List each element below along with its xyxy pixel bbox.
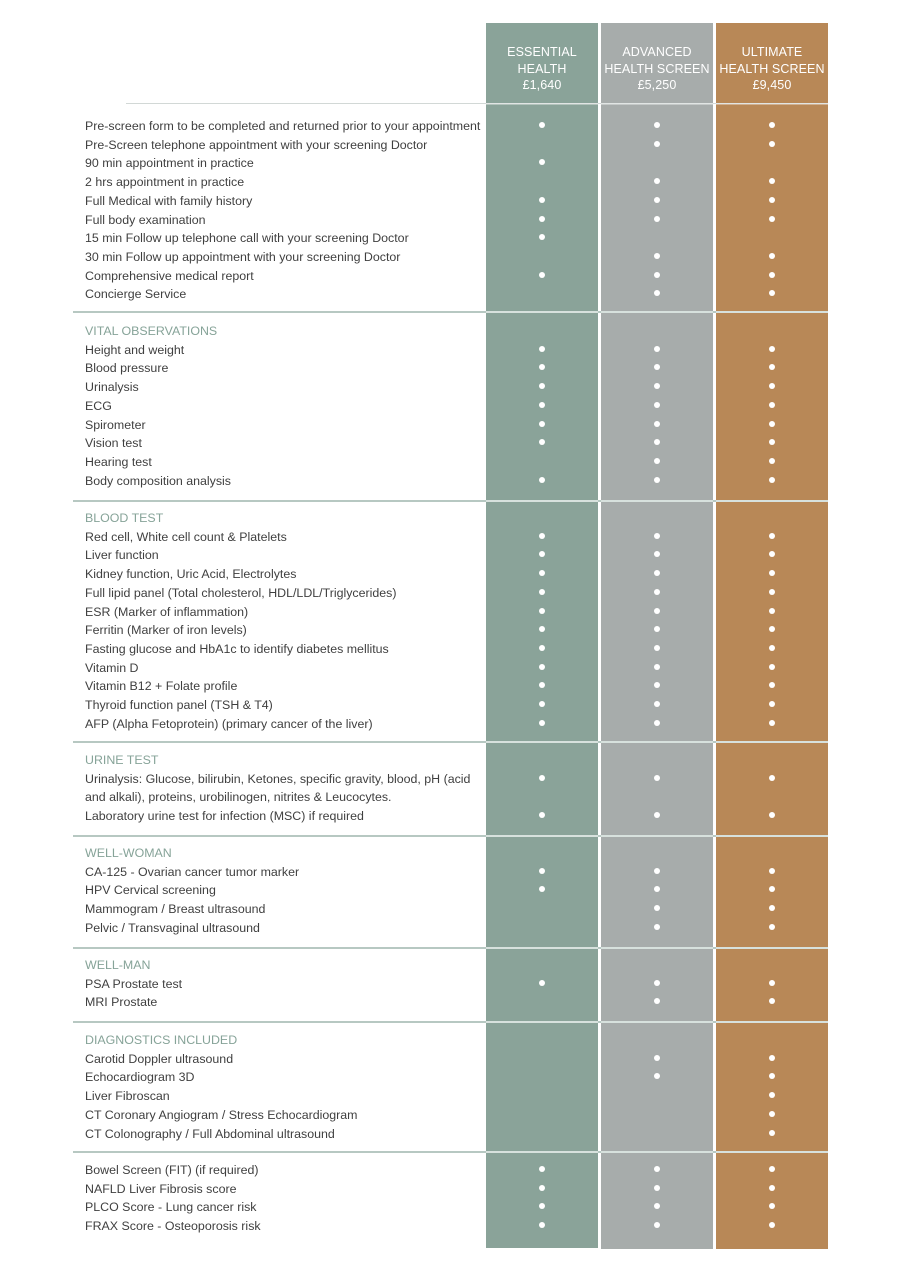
package-column-ultimate <box>716 23 828 1249</box>
feature-label: Urinalysis <box>85 380 139 395</box>
section-divider <box>73 1151 828 1153</box>
section-divider-column <box>716 1021 828 1023</box>
section-divider-column <box>486 500 598 502</box>
included-dot-icon <box>654 197 660 203</box>
section-divider-column <box>716 1151 828 1153</box>
package-price: £5,250 <box>637 78 677 92</box>
section-divider <box>73 947 828 949</box>
included-dot-icon <box>654 216 660 222</box>
package-column-advanced <box>601 23 713 1249</box>
included-dot-icon <box>769 253 775 259</box>
included-dot-icon <box>654 1166 660 1172</box>
section-divider <box>73 835 828 837</box>
feature-label: Hearing test <box>85 454 152 469</box>
section-title: WELL-WOMAN <box>85 846 172 860</box>
included-dot-icon <box>769 775 775 781</box>
included-dot-icon <box>769 141 775 147</box>
section-divider-column <box>486 835 598 837</box>
package-name-line2: HEALTH <box>517 61 567 76</box>
feature-label: PSA Prostate test <box>85 976 183 991</box>
section-divider-column <box>601 311 713 313</box>
included-dot-icon <box>769 421 775 427</box>
included-dot-icon <box>539 122 545 128</box>
included-dot-icon <box>654 272 660 278</box>
included-dot-icon <box>769 272 775 278</box>
included-dot-icon <box>654 141 660 147</box>
included-dot-icon <box>539 980 545 986</box>
included-dot-icon <box>654 589 660 595</box>
included-dot-icon <box>654 477 660 483</box>
included-dot-icon <box>769 980 775 986</box>
section-divider <box>73 1021 828 1023</box>
included-dot-icon <box>654 346 660 352</box>
included-dot-icon <box>539 477 545 483</box>
feature-label: Vitamin B12 + Folate profile <box>85 679 238 694</box>
included-dot-icon <box>539 868 545 874</box>
feature-label: FRAX Score - Osteoporosis risk <box>85 1219 261 1234</box>
included-dot-icon <box>539 1185 545 1191</box>
included-dot-icon <box>769 346 775 352</box>
section-divider-column <box>486 311 598 313</box>
feature-label: Urinalysis: Glucose, bilirubin, Ketones, specific gravity, blood, pH (acid <box>85 771 471 786</box>
included-dot-icon <box>539 402 545 408</box>
feature-label: Full lipid panel (Total cholesterol, HDL/LDL/Triglycerides) <box>85 585 397 600</box>
included-dot-icon <box>654 664 660 670</box>
included-dot-icon <box>769 216 775 222</box>
section-divider <box>73 500 828 502</box>
section-divider <box>73 741 828 743</box>
package-name-line1: ULTIMATE <box>741 45 803 59</box>
section-divider-column <box>601 835 713 837</box>
included-dot-icon <box>654 701 660 707</box>
included-dot-icon <box>769 533 775 539</box>
feature-label: Spirometer <box>85 417 146 432</box>
feature-label: Body composition analysis <box>85 473 232 488</box>
included-dot-icon <box>769 868 775 874</box>
section-divider-column <box>486 1151 598 1153</box>
feature-label: CT Colonography / Full Abdominal ultrasound <box>85 1126 335 1141</box>
included-dot-icon <box>654 421 660 427</box>
included-dot-icon <box>654 253 660 259</box>
feature-label: Concierge Service <box>85 287 187 302</box>
included-dot-icon <box>769 1055 775 1061</box>
feature-label: Vitamin D <box>85 660 139 675</box>
included-dot-icon <box>539 775 545 781</box>
included-dot-icon <box>654 122 660 128</box>
section-divider <box>73 311 828 313</box>
included-dot-icon <box>539 197 545 203</box>
included-dot-icon <box>654 1055 660 1061</box>
feature-label: Comprehensive medical report <box>85 268 254 283</box>
feature-label: MRI Prostate <box>85 995 158 1010</box>
feature-label: Vision test <box>85 436 142 451</box>
feature-label: Full body examination <box>85 212 206 227</box>
feature-label: CT Coronary Angiogram / Stress Echocardiogram <box>85 1107 358 1122</box>
feature-label: CA-125 - Ovarian cancer tumor marker <box>85 864 300 879</box>
feature-label: Carotid Doppler ultrasound <box>85 1051 234 1066</box>
included-dot-icon <box>539 664 545 670</box>
included-dot-icon <box>769 720 775 726</box>
included-dot-icon <box>769 664 775 670</box>
section-divider-column <box>716 311 828 313</box>
section-title: VITAL OBSERVATIONS <box>85 324 218 338</box>
feature-label: Red cell, White cell count & Platelets <box>85 529 287 544</box>
included-dot-icon <box>654 402 660 408</box>
package-header-advanced <box>601 23 713 103</box>
included-dot-icon <box>654 924 660 930</box>
included-dot-icon <box>539 608 545 614</box>
feature-label: 2 hrs appointment in practice <box>85 175 245 190</box>
feature-label: NAFLD Liver Fibrosis score <box>85 1181 237 1196</box>
included-dot-icon <box>769 122 775 128</box>
section-divider-column <box>601 1151 713 1153</box>
section-divider-column <box>716 741 828 743</box>
included-dot-icon <box>654 775 660 781</box>
package-name-line1: ADVANCED <box>622 45 692 59</box>
section-divider-column <box>486 741 598 743</box>
included-dot-icon <box>654 720 660 726</box>
section-divider-column <box>716 947 828 949</box>
included-dot-icon <box>654 980 660 986</box>
package-header-ultimate <box>716 23 828 103</box>
included-dot-icon <box>654 608 660 614</box>
included-dot-icon <box>539 421 545 427</box>
included-dot-icon <box>539 701 545 707</box>
feature-label: Thyroid function panel (TSH & T4) <box>85 698 273 712</box>
section-divider-column <box>601 1021 713 1023</box>
included-dot-icon <box>769 1185 775 1191</box>
feature-label: Kidney function, Uric Acid, Electrolytes <box>85 567 297 582</box>
included-dot-icon <box>769 608 775 614</box>
package-price: £9,450 <box>752 78 792 92</box>
header-divider-column <box>486 103 598 105</box>
section-divider-column <box>486 1021 598 1023</box>
included-dot-icon <box>769 1130 775 1136</box>
section-title: DIAGNOSTICS INCLUDED <box>85 1033 238 1047</box>
section-title: URINE TEST <box>85 753 159 767</box>
feature-label: Height and weight <box>85 342 185 357</box>
included-dot-icon <box>654 645 660 651</box>
included-dot-icon <box>654 868 660 874</box>
feature-label: and alkali), proteins, urobilinogen, nitrites & Leucocytes. <box>85 790 392 805</box>
included-dot-icon <box>654 1185 660 1191</box>
section-divider-column <box>716 835 828 837</box>
package-name-line2: HEALTH SCREEN <box>719 61 825 76</box>
section-title: WELL-MAN <box>85 958 151 972</box>
feature-label: Liver function <box>85 548 159 563</box>
included-dot-icon <box>539 272 545 278</box>
feature-label: PLCO Score - Lung cancer risk <box>85 1200 257 1215</box>
feature-label: Pre-Screen telephone appointment with your screening Doctor <box>85 137 428 152</box>
package-header-essential <box>486 23 598 103</box>
feature-label: 90 min appointment in practice <box>85 156 254 171</box>
header-divider-column <box>601 103 713 105</box>
included-dot-icon <box>769 1111 775 1117</box>
included-dot-icon <box>539 720 545 726</box>
included-dot-icon <box>769 645 775 651</box>
section-divider-column <box>486 947 598 949</box>
included-dot-icon <box>654 533 660 539</box>
feature-label: Ferritin (Marker of iron levels) <box>85 623 247 638</box>
included-dot-icon <box>769 402 775 408</box>
feature-label: Liver Fibroscan <box>85 1089 170 1104</box>
header-divider-column <box>716 103 828 105</box>
package-name-line2: HEALTH SCREEN <box>604 61 710 76</box>
feature-label: HPV Cervical screening <box>85 883 216 898</box>
feature-label: Laboratory urine test for infection (MSC) if required <box>85 809 364 824</box>
included-dot-icon <box>654 458 660 464</box>
included-dot-icon <box>539 589 545 595</box>
feature-label: Fasting glucose and HbA1c to identify diabetes mellitus <box>85 641 389 656</box>
included-dot-icon <box>769 589 775 595</box>
included-dot-icon <box>539 216 545 222</box>
section-title: BLOOD TEST <box>85 511 164 525</box>
included-dot-icon <box>769 924 775 930</box>
feature-label: Full Medical with family history <box>85 193 253 208</box>
included-dot-icon <box>769 701 775 707</box>
feature-label: ECG <box>85 398 112 413</box>
feature-label: Mammogram / Breast ultrasound <box>85 902 266 917</box>
section-divider-column <box>601 500 713 502</box>
feature-label: AFP (Alpha Fetoprotein) (primary cancer of the liver) <box>85 716 373 731</box>
package-column-essential <box>486 23 598 1248</box>
feature-label: 15 min Follow up telephone call with your screening Doctor <box>85 231 409 246</box>
feature-label: 30 min Follow up appointment with your screening Doctor <box>85 249 401 264</box>
feature-label: ESR (Marker of inflammation) <box>85 604 249 619</box>
included-dot-icon <box>539 533 545 539</box>
package-price: £1,640 <box>522 78 562 92</box>
section-divider-column <box>601 741 713 743</box>
package-name-line1: ESSENTIAL <box>507 45 577 59</box>
feature-label: Blood pressure <box>85 361 169 376</box>
section-divider-column <box>601 947 713 949</box>
included-dot-icon <box>769 197 775 203</box>
feature-label: Pre-screen form to be completed and returned prior to your appointment <box>85 119 481 133</box>
feature-label: Echocardiogram 3D <box>85 1070 195 1085</box>
included-dot-icon <box>769 1166 775 1172</box>
feature-label: Pelvic / Transvaginal ultrasound <box>85 920 260 935</box>
section-divider-column <box>716 500 828 502</box>
included-dot-icon <box>539 645 545 651</box>
included-dot-icon <box>539 346 545 352</box>
feature-label: Bowel Screen (FIT) (if required) <box>85 1163 259 1177</box>
included-dot-icon <box>769 458 775 464</box>
included-dot-icon <box>539 1166 545 1172</box>
included-dot-icon <box>769 477 775 483</box>
